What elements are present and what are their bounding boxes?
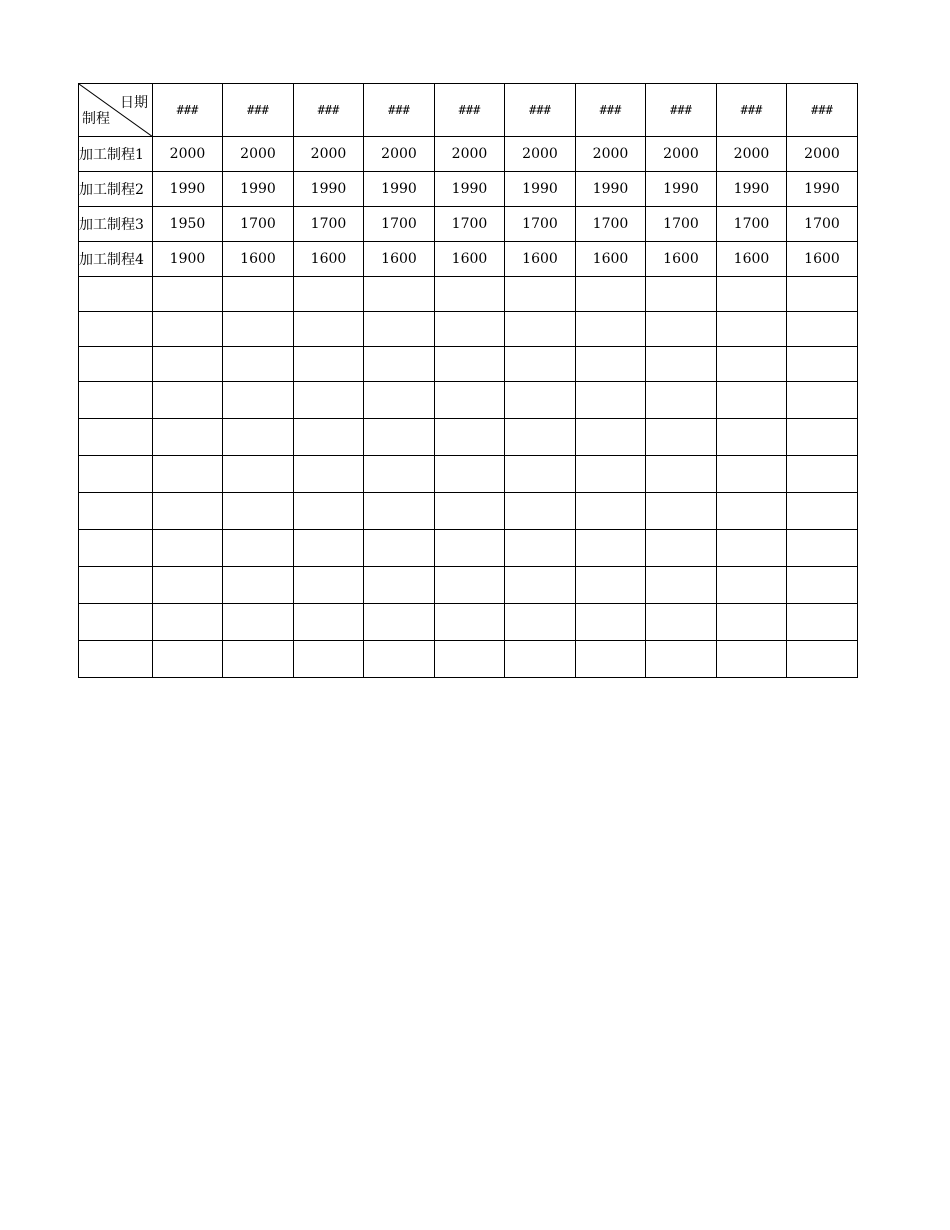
- empty-cell[interactable]: [223, 382, 294, 419]
- empty-cell[interactable]: [153, 277, 223, 312]
- empty-cell[interactable]: [505, 567, 576, 604]
- empty-cell[interactable]: [223, 493, 294, 530]
- empty-cell[interactable]: [153, 382, 223, 419]
- empty-cell[interactable]: [717, 419, 787, 456]
- empty-cell[interactable]: [223, 456, 294, 493]
- value-cell[interactable]: 1600: [364, 242, 435, 277]
- value-cell[interactable]: 1600: [717, 242, 787, 277]
- value-cell[interactable]: 1700: [223, 207, 294, 242]
- empty-cell[interactable]: [79, 456, 153, 493]
- process-axis-label: 制程: [82, 111, 110, 127]
- empty-table-row: [79, 347, 858, 382]
- empty-cell[interactable]: [435, 456, 505, 493]
- date-header-cell[interactable]: ###: [505, 84, 576, 137]
- date-header-cell[interactable]: ###: [153, 84, 223, 137]
- empty-cell[interactable]: [153, 347, 223, 382]
- empty-cell[interactable]: [79, 312, 153, 347]
- empty-cell[interactable]: [646, 382, 717, 419]
- value-cell[interactable]: 2000: [294, 137, 364, 172]
- empty-cell[interactable]: [646, 419, 717, 456]
- empty-cell[interactable]: [294, 567, 364, 604]
- empty-cell[interactable]: [364, 456, 435, 493]
- value-cell[interactable]: 2000: [717, 137, 787, 172]
- empty-cell[interactable]: [787, 641, 858, 678]
- empty-cell[interactable]: [79, 382, 153, 419]
- empty-cell[interactable]: [294, 382, 364, 419]
- empty-table-row: [79, 493, 858, 530]
- empty-cell[interactable]: [79, 567, 153, 604]
- empty-cell[interactable]: [435, 347, 505, 382]
- value-cell[interactable]: 2000: [364, 137, 435, 172]
- empty-cell[interactable]: [364, 641, 435, 678]
- empty-cell[interactable]: [787, 382, 858, 419]
- empty-cell[interactable]: [153, 312, 223, 347]
- value-cell[interactable]: 1990: [787, 172, 858, 207]
- value-cell[interactable]: 1600: [223, 242, 294, 277]
- empty-cell[interactable]: [576, 312, 646, 347]
- empty-table-row: [79, 277, 858, 312]
- empty-cell[interactable]: [435, 382, 505, 419]
- empty-cell[interactable]: [364, 530, 435, 567]
- value-cell[interactable]: 1990: [646, 172, 717, 207]
- corner-header-cell[interactable]: [79, 84, 153, 137]
- date-axis-label: 日期: [120, 95, 148, 111]
- empty-cell[interactable]: [294, 347, 364, 382]
- empty-cell[interactable]: [717, 277, 787, 312]
- empty-cell[interactable]: [787, 604, 858, 641]
- value-cell[interactable]: 1600: [294, 242, 364, 277]
- empty-cell[interactable]: [576, 567, 646, 604]
- empty-cell[interactable]: [79, 493, 153, 530]
- empty-cell[interactable]: [505, 456, 576, 493]
- empty-cell[interactable]: [646, 456, 717, 493]
- empty-cell[interactable]: [505, 493, 576, 530]
- empty-cell[interactable]: [646, 641, 717, 678]
- value-cell[interactable]: 1700: [646, 207, 717, 242]
- empty-cell[interactable]: [717, 641, 787, 678]
- empty-cell[interactable]: [223, 312, 294, 347]
- empty-cell[interactable]: [153, 456, 223, 493]
- empty-cell[interactable]: [646, 312, 717, 347]
- empty-cell[interactable]: [576, 530, 646, 567]
- empty-cell[interactable]: [505, 641, 576, 678]
- empty-cell[interactable]: [435, 641, 505, 678]
- empty-cell[interactable]: [787, 456, 858, 493]
- empty-cell[interactable]: [79, 419, 153, 456]
- empty-cell[interactable]: [223, 277, 294, 312]
- empty-cell[interactable]: [646, 604, 717, 641]
- empty-table-row: [79, 312, 858, 347]
- empty-cell[interactable]: [79, 277, 153, 312]
- empty-table-row: [79, 382, 858, 419]
- value-cell[interactable]: 1990: [505, 172, 576, 207]
- value-cell[interactable]: 1990: [153, 172, 223, 207]
- empty-cell[interactable]: [576, 347, 646, 382]
- date-header-cell[interactable]: ###: [223, 84, 294, 137]
- empty-cell[interactable]: [364, 604, 435, 641]
- empty-cell[interactable]: [79, 604, 153, 641]
- empty-cell[interactable]: [787, 530, 858, 567]
- empty-cell[interactable]: [223, 530, 294, 567]
- empty-cell[interactable]: [787, 493, 858, 530]
- empty-cell[interactable]: [153, 493, 223, 530]
- empty-cell[interactable]: [646, 530, 717, 567]
- empty-cell[interactable]: [153, 419, 223, 456]
- value-cell[interactable]: 1950: [153, 207, 223, 242]
- empty-table-row: [79, 419, 858, 456]
- empty-cell[interactable]: [505, 382, 576, 419]
- value-cell[interactable]: 1700: [505, 207, 576, 242]
- empty-cell[interactable]: [505, 312, 576, 347]
- empty-table-row: [79, 530, 858, 567]
- empty-cell[interactable]: [223, 641, 294, 678]
- value-cell[interactable]: 1600: [435, 242, 505, 277]
- value-cell[interactable]: 2000: [153, 137, 223, 172]
- date-header-cell[interactable]: ###: [576, 84, 646, 137]
- empty-cell[interactable]: [435, 493, 505, 530]
- empty-cell[interactable]: [364, 493, 435, 530]
- empty-cell[interactable]: [717, 382, 787, 419]
- value-cell[interactable]: 2000: [646, 137, 717, 172]
- empty-cell[interactable]: [787, 347, 858, 382]
- empty-cell[interactable]: [435, 604, 505, 641]
- empty-cell[interactable]: [294, 641, 364, 678]
- value-cell[interactable]: 1900: [153, 242, 223, 277]
- empty-cell[interactable]: [294, 604, 364, 641]
- empty-cell[interactable]: [505, 604, 576, 641]
- table-row: [79, 207, 858, 242]
- empty-table-row: [79, 604, 858, 641]
- date-header-cell[interactable]: ###: [717, 84, 787, 137]
- value-cell[interactable]: 1700: [787, 207, 858, 242]
- table-row: [79, 242, 858, 277]
- empty-cell[interactable]: [646, 567, 717, 604]
- empty-cell[interactable]: [576, 419, 646, 456]
- process-label-cell[interactable]: 加工制程1: [79, 137, 153, 172]
- date-header-cell[interactable]: ###: [294, 84, 364, 137]
- process-label-cell[interactable]: 加工制程3: [79, 207, 153, 242]
- empty-cell[interactable]: [294, 530, 364, 567]
- empty-cell[interactable]: [505, 347, 576, 382]
- date-header-cell[interactable]: ###: [364, 84, 435, 137]
- empty-cell[interactable]: [153, 567, 223, 604]
- empty-table-row: [79, 567, 858, 604]
- value-cell[interactable]: 2000: [223, 137, 294, 172]
- empty-cell[interactable]: [364, 567, 435, 604]
- empty-cell[interactable]: [435, 567, 505, 604]
- empty-cell[interactable]: [153, 530, 223, 567]
- empty-cell[interactable]: [717, 456, 787, 493]
- empty-cell[interactable]: [787, 312, 858, 347]
- value-cell[interactable]: 2000: [435, 137, 505, 172]
- value-cell[interactable]: 2000: [505, 137, 576, 172]
- date-header-cell[interactable]: ###: [787, 84, 858, 137]
- value-cell[interactable]: 1700: [364, 207, 435, 242]
- empty-cell[interactable]: [717, 493, 787, 530]
- empty-cell[interactable]: [505, 419, 576, 456]
- empty-cell[interactable]: [223, 419, 294, 456]
- value-cell[interactable]: 2000: [787, 137, 858, 172]
- empty-cell[interactable]: [787, 277, 858, 312]
- process-capacity-table: [78, 83, 858, 678]
- date-header-cell[interactable]: ###: [646, 84, 717, 137]
- empty-cell[interactable]: [787, 567, 858, 604]
- empty-cell[interactable]: [364, 312, 435, 347]
- empty-table-row: [79, 641, 858, 678]
- value-cell[interactable]: 1990: [223, 172, 294, 207]
- empty-cell[interactable]: [717, 567, 787, 604]
- empty-cell[interactable]: [435, 277, 505, 312]
- value-cell[interactable]: 1990: [717, 172, 787, 207]
- empty-cell[interactable]: [576, 277, 646, 312]
- empty-cell[interactable]: [153, 641, 223, 678]
- empty-cell[interactable]: [717, 530, 787, 567]
- value-cell[interactable]: 1600: [787, 242, 858, 277]
- value-cell[interactable]: 2000: [576, 137, 646, 172]
- empty-cell[interactable]: [223, 604, 294, 641]
- empty-cell[interactable]: [576, 382, 646, 419]
- process-label-cell[interactable]: 加工制程2: [79, 172, 153, 207]
- empty-cell[interactable]: [364, 382, 435, 419]
- header-row: [79, 84, 858, 137]
- empty-cell[interactable]: [717, 312, 787, 347]
- empty-cell[interactable]: [364, 347, 435, 382]
- empty-cell[interactable]: [79, 641, 153, 678]
- value-cell[interactable]: 1700: [576, 207, 646, 242]
- empty-cell[interactable]: [435, 312, 505, 347]
- value-cell[interactable]: 1600: [576, 242, 646, 277]
- empty-cell[interactable]: [294, 493, 364, 530]
- empty-cell[interactable]: [717, 347, 787, 382]
- value-cell[interactable]: 1600: [646, 242, 717, 277]
- empty-cell[interactable]: [435, 419, 505, 456]
- empty-cell[interactable]: [364, 277, 435, 312]
- value-cell[interactable]: 1990: [364, 172, 435, 207]
- value-cell[interactable]: 1990: [435, 172, 505, 207]
- table-row: [79, 172, 858, 207]
- empty-cell[interactable]: [576, 493, 646, 530]
- empty-cell[interactable]: [576, 456, 646, 493]
- empty-cell[interactable]: [294, 277, 364, 312]
- value-cell[interactable]: 1700: [435, 207, 505, 242]
- process-label-cell[interactable]: 加工制程4: [79, 242, 153, 277]
- date-header-cell[interactable]: ###: [435, 84, 505, 137]
- empty-cell[interactable]: [576, 604, 646, 641]
- empty-cell[interactable]: [646, 277, 717, 312]
- value-cell[interactable]: 1600: [505, 242, 576, 277]
- empty-cell[interactable]: [505, 277, 576, 312]
- value-cell[interactable]: 1990: [576, 172, 646, 207]
- empty-cell[interactable]: [787, 419, 858, 456]
- empty-cell[interactable]: [364, 419, 435, 456]
- empty-cell[interactable]: [79, 347, 153, 382]
- empty-cell[interactable]: [223, 347, 294, 382]
- value-cell[interactable]: 1990: [294, 172, 364, 207]
- empty-cell[interactable]: [294, 312, 364, 347]
- empty-cell[interactable]: [294, 419, 364, 456]
- empty-cell[interactable]: [79, 530, 153, 567]
- empty-cell[interactable]: [646, 493, 717, 530]
- value-cell[interactable]: 1700: [717, 207, 787, 242]
- empty-cell[interactable]: [223, 567, 294, 604]
- empty-rows: [79, 277, 858, 678]
- empty-table-row: [79, 456, 858, 493]
- empty-cell[interactable]: [435, 530, 505, 567]
- empty-cell[interactable]: [576, 641, 646, 678]
- empty-cell[interactable]: [294, 456, 364, 493]
- value-cell[interactable]: 1700: [294, 207, 364, 242]
- empty-cell[interactable]: [505, 530, 576, 567]
- empty-cell[interactable]: [717, 604, 787, 641]
- empty-cell[interactable]: [153, 604, 223, 641]
- empty-cell[interactable]: [646, 347, 717, 382]
- table-row: [79, 137, 858, 172]
